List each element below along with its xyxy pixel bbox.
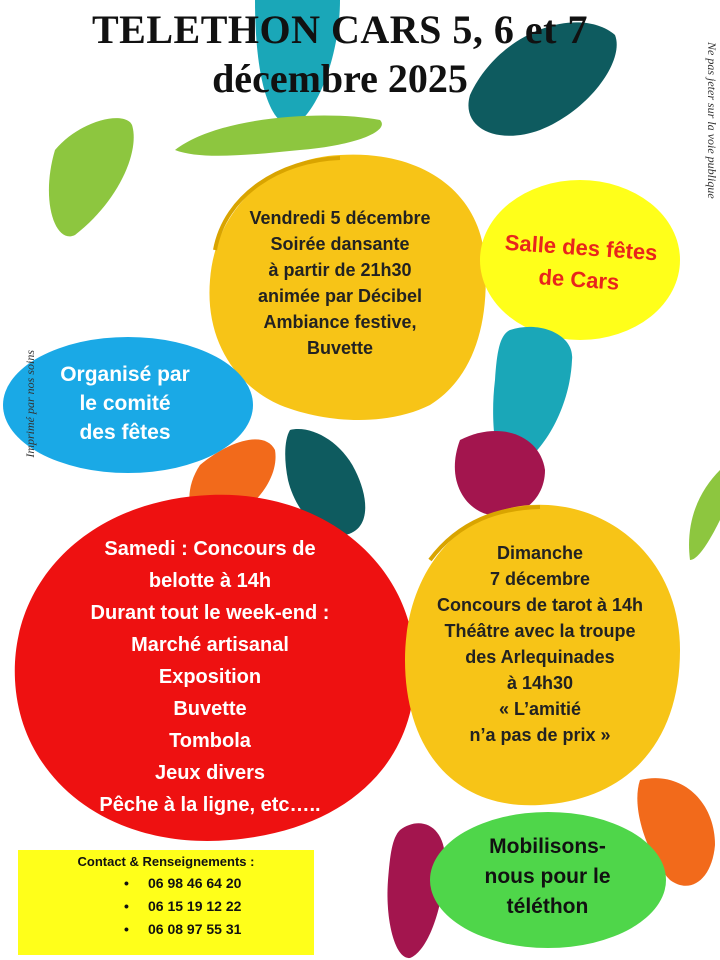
side-note-right: Ne pas jeter sur la voie publique [705,42,719,199]
organizer-line: Organisé par [60,363,190,386]
saturday-line: Marché artisanal [131,634,289,656]
sunday-line: Dimanche [496,543,584,563]
saturday-line: Exposition [158,666,262,688]
side-note-left: Imprimé par nos soins [23,350,37,458]
poster-title-line2: décembre 2025 [212,56,468,101]
sunday-line: Concours de tarot à 14h [436,595,644,615]
saturday-line: Tombola [169,730,251,752]
slogan-text [440,832,655,922]
friday-line: Soirée dansante [270,234,410,254]
contact-title: Contact & Renseignements : [77,854,255,869]
poster-title-line1: TELETHON CARS 5, 6 et 7 [92,7,588,52]
saturday-text [30,533,390,821]
sunday-text [405,540,675,748]
phone-number: 06 08 97 55 31 [148,921,242,937]
bullet-icon: • [124,921,129,937]
organizer-text [20,360,230,447]
slogan-line: téléthon [506,895,589,918]
lime-leaf-left [49,118,134,236]
sunday-line: à 14h30 [506,673,574,693]
organizer-line: des fêtes [79,421,171,444]
lime-leaf-middle [175,115,382,155]
friday-line: Buvette [306,338,373,358]
bullet-icon: • [124,898,129,914]
phone-number: 06 15 19 12 22 [148,898,242,914]
phone-number: 06 98 46 64 20 [148,875,242,891]
friday-text [215,205,465,361]
contact-phone[interactable] [26,872,306,895]
contact-phone[interactable] [26,895,306,918]
sunday-line: 7 décembre [489,569,591,589]
contact-phone[interactable] [26,918,306,941]
friday-line: Vendredi 5 décembre [249,208,431,228]
venue-line: de Cars [537,264,621,295]
saturday-line: belotte à 14h [148,570,272,592]
friday-line: Ambiance festive, [263,312,417,332]
slogan-line: Mobilisons- [489,835,606,858]
sunday-line: des Arlequinades [465,647,615,667]
sunday-line: Théâtre avec la troupe [444,621,636,641]
saturday-line: Durant tout le week-end : [90,602,330,624]
friday-line: à partir de 21h30 [268,260,412,280]
saturday-line: Pêche à la ligne, etc….. [99,794,321,816]
contact-box [18,850,314,955]
bullet-icon: • [124,875,129,891]
saturday-line: Jeux divers [154,762,266,784]
saturday-line: Samedi : Concours de [104,538,316,560]
sunday-line: « L’amitié [498,699,582,719]
organizer-line: le comité [79,392,171,415]
friday-line: animée par Décibel [257,286,423,306]
contact-phone-list [26,872,306,941]
lime-leaf-right [689,470,720,560]
saturday-line: Buvette [173,698,247,720]
sunday-line: n’a pas de prix » [469,725,611,745]
venue-line: Salle des fêtes [504,229,659,266]
slogan-line: nous pour le [484,865,611,888]
